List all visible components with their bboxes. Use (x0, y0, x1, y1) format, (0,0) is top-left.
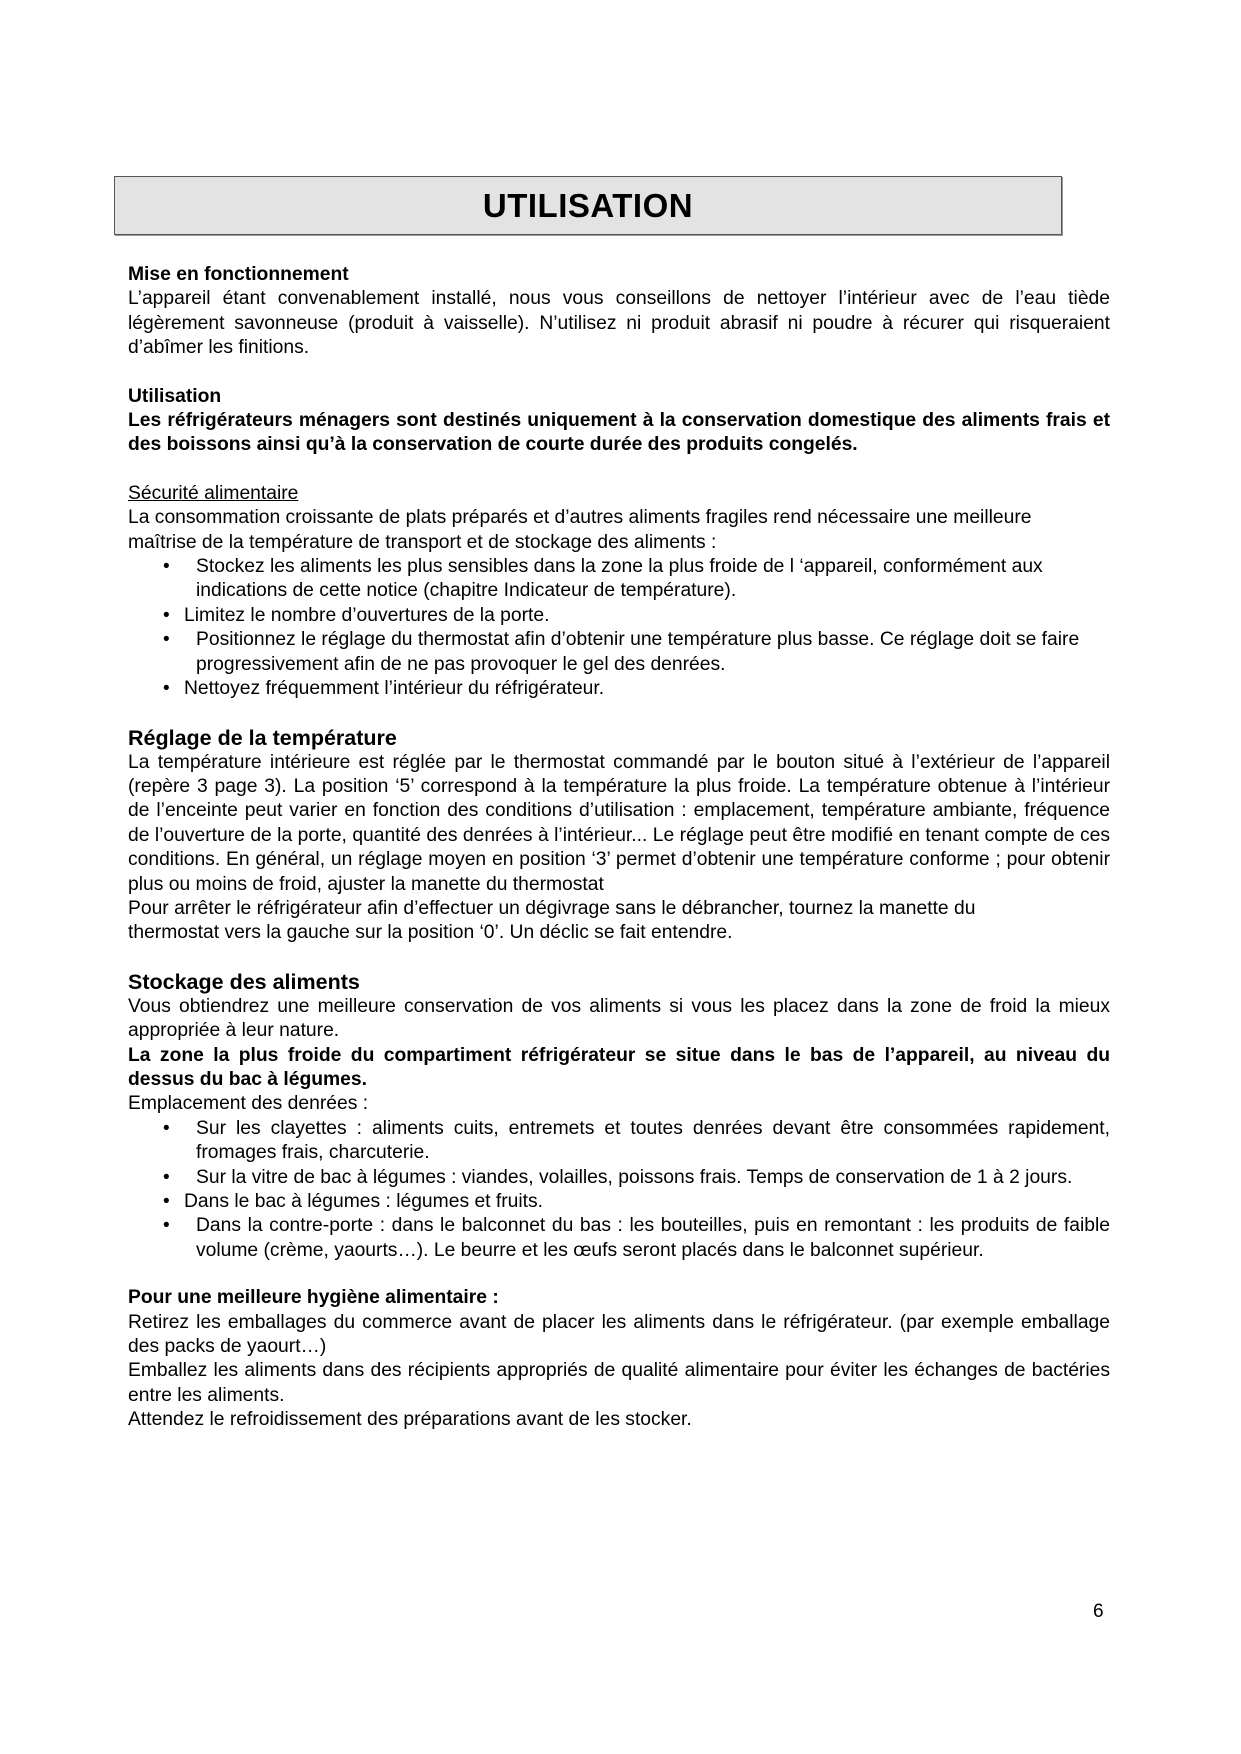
paragraph-reglage-arret: Pour arrêter le réfrigérateur afin d’effectuer un dégivrage sans le débrancher, tournez la manette du thermostat vers la gauche sur la position ‘0’. Un déclic se fait entendre. (128, 897, 976, 944)
page-number: 6 (1093, 1601, 1104, 1622)
paragraph-hygiene-1: Retirez les emballages du commerce avant de placer les aliments dans le réfrigérateur. (par exemple emballage des packs de yaourt…) (128, 1311, 1110, 1358)
heading-hygiene-alimentaire: Pour une meilleure hygiène alimentaire : (128, 1287, 499, 1309)
bullet-icon: • (163, 1191, 170, 1212)
list-item (128, 1190, 1110, 1214)
list-item-text: Sur la vitre de bac à légumes : viandes, volailles, poissons frais. Temps de conservation de 1 à 2 jours. (196, 1166, 1073, 1188)
list-item-text: Dans le bac à légumes : légumes et fruits. (184, 1191, 544, 1212)
list-item (128, 604, 1110, 628)
page-title: UTILISATION (482, 186, 694, 224)
list-item (128, 555, 1110, 604)
title-banner (114, 176, 1062, 235)
stockage-list (128, 1117, 1110, 1263)
label-emplacement-denrees: Emplacement des denrées : (128, 1093, 369, 1115)
paragraph-mise-en-fonctionnement: L’appareil étant convenablement installé, nous vous conseillons de nettoyer l’intérieur avec de l’eau tiède légèrement savonneuse (produit à vaisselle). N’utilisez ni produit abrasif ni poudre à récurer qui risqueraient d’abîmer les finitions. (128, 288, 1110, 359)
heading-mise-en-fonctionnement: Mise en fonctionnement (128, 264, 349, 285)
list-item (128, 1214, 1110, 1263)
bullet-icon: • (163, 1117, 170, 1139)
securite-heading-text: Sécurité alimentaire (128, 482, 299, 504)
securite-list (128, 555, 1110, 701)
document-body (128, 263, 1110, 1433)
list-item (128, 1117, 1110, 1166)
bullet-icon: • (163, 604, 170, 626)
bullet-icon: • (163, 629, 170, 651)
paragraph-hygiene-2: Emballez les aliments dans des récipients appropriés de qualité alimentaire pour éviter les échanges de bactéries entre les aliments. (128, 1360, 1110, 1406)
paragraph-reglage-temperature: La température intérieure est réglée par le thermostat commandé par le bouton situé à l’extérieur de l’appareil (repère 3 page 3). La position ‘5’ correspond à la température la plus froide. La température obtenue à l’intérieur de l’enceinte peut varier en fonction des conditions d’utilisation : emplacement, température ambiante, fréquence de l’ouverture de la porte, quantité des denrées à l’intérieur... Le réglage peut être modifié en tenant compte de ces conditions. En général, un réglage moyen en position ‘3’ permet d’obtenir une température conforme ; pour obtenir plus ou moins de froid, ajuster la manette du thermostat (128, 751, 1110, 895)
heading-securite-alimentaire (128, 482, 1110, 506)
list-item-text: Nettoyez fréquemment l’intérieur du réfrigérateur. (184, 678, 605, 700)
paragraph-stockage: Vous obtiendrez une meilleure conservation de vos aliments si vous les placez dans la zone de froid la mieux appropriée à leur nature. (128, 995, 1110, 1042)
paragraph-securite-alimentaire: La consommation croissante de plats préparés et d’autres aliments fragiles rend nécessaire une meilleure maîtrise de la température de transport et de stockage des aliments : (128, 507, 1032, 553)
list-item (128, 1166, 1110, 1190)
list-item-text: Positionnez le réglage du thermostat afin d’obtenir une température plus basse. Ce réglage doit se faire progressivement afin de ne pas provoquer le gel des denrées. (196, 629, 1080, 675)
heading-utilisation: Utilisation (128, 385, 222, 407)
list-item (128, 628, 1110, 677)
paragraph-stockage-zone-froide: La zone la plus froide du compartiment réfrigérateur se situe dans le bas de l’appareil, au niveau du dessus du bac à légumes. (128, 1044, 1110, 1090)
bullet-icon: • (163, 1166, 170, 1188)
bullet-icon: • (163, 1215, 170, 1237)
paragraph-hygiene-3: Attendez le refroidissement des préparations avant de les stocker. (128, 1409, 692, 1431)
bullet-icon: • (163, 678, 170, 700)
list-item (128, 677, 1110, 701)
heading-reglage-temperature: Réglage de la température (128, 725, 397, 750)
bullet-icon: • (163, 556, 170, 578)
heading-stockage-aliments: Stockage des aliments (128, 969, 360, 994)
list-item-text: Stockez les aliments les plus sensibles dans la zone la plus froide de l ‘appareil, conformément aux indications de cette notice (chapitre Indicateur de température). (196, 556, 1043, 602)
list-item-text: Limitez le nombre d’ouvertures de la porte. (184, 604, 550, 626)
paragraph-utilisation: Les réfrigérateurs ménagers sont destinés uniquement à la conservation domestique des aliments frais et des boissons ainsi qu’à la conservation de courte durée des produits congelés. (128, 410, 1110, 456)
list-item-text: Dans la contre-porte : dans le balconnet du bas : les bouteilles, puis en remontant : les produits de faible volume (crème, yaourts…). Le beurre et les œufs seront placés dans le balconnet supérieur. (196, 1215, 1110, 1261)
list-item-text: Sur les clayettes : aliments cuits, entremets et toutes denrées devant être consommées rapidement, fromages frais, charcuterie. (196, 1117, 1110, 1164)
